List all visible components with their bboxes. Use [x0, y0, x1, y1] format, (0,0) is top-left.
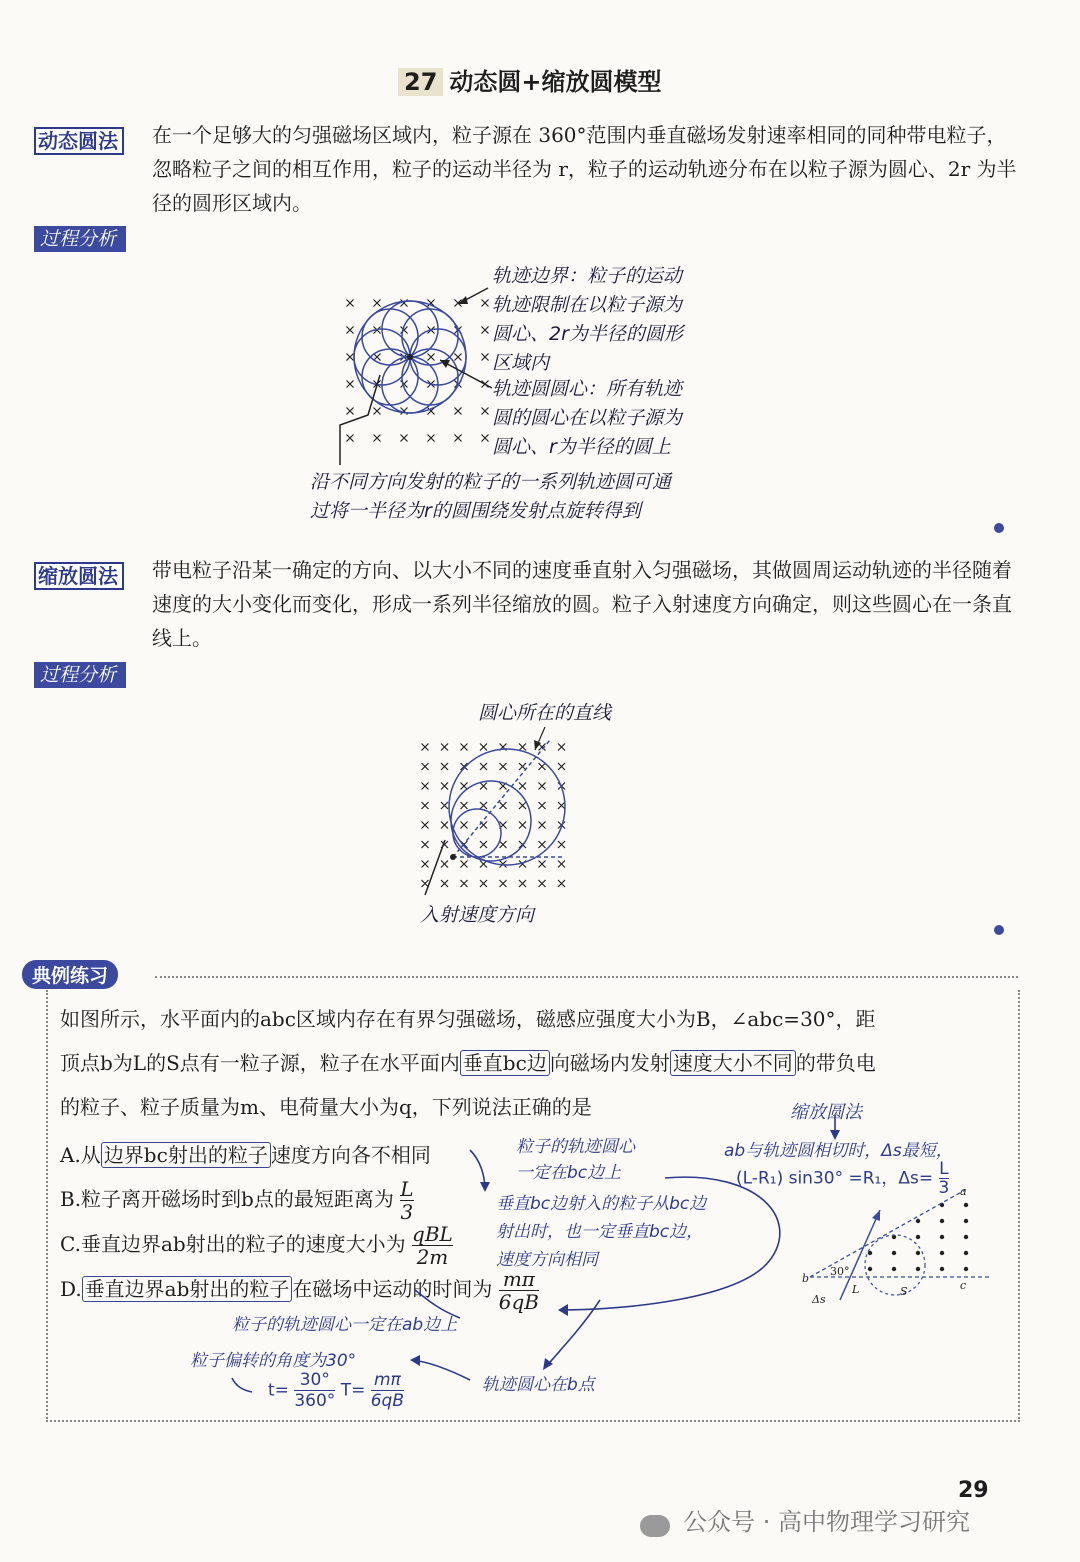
magnetic-field-x-mark	[480, 841, 487, 848]
magnetic-field-x-mark	[422, 802, 429, 809]
magnetic-field-x-mark	[461, 861, 468, 868]
magnetic-field-x-mark	[374, 408, 381, 415]
magnetic-field-x-mark	[500, 841, 507, 848]
magnetic-field-x-mark	[519, 880, 526, 887]
magnetic-field-x-mark	[455, 435, 462, 442]
magnetic-field-x-mark	[441, 802, 448, 809]
magnetic-field-dot	[940, 1219, 944, 1223]
option-b: B.粒子离开磁场时到b点的最短距离为 $\frac{L}{3}$	[60, 1177, 414, 1224]
magnetic-field-x-mark	[480, 744, 487, 751]
magnetic-field-x-mark	[519, 822, 526, 829]
magnetic-field-x-mark	[422, 783, 429, 790]
magnetic-field-x-mark	[519, 783, 526, 790]
magnetic-field-x-mark	[461, 802, 468, 809]
watermark: 公众号 · 高中物理学习研究	[640, 1502, 970, 1537]
magnetic-field-x-mark	[347, 354, 354, 361]
page-number: 29	[958, 1478, 989, 1503]
magnetic-field-dot	[892, 1251, 896, 1255]
example-tag: 典例练习	[22, 960, 118, 989]
dynamic-circle-tag: 动态圆法	[34, 125, 124, 154]
magnetic-field-dot	[940, 1251, 944, 1255]
magnetic-field-x-mark	[480, 802, 487, 809]
fig-label-angle: 30°	[830, 1265, 850, 1278]
label-center-line: 圆心所在的直线	[478, 702, 612, 724]
fig-label-c: c	[960, 1279, 967, 1292]
magnetic-field-x-mark	[480, 763, 487, 770]
example-stem-1: 如图所示，水平面内的abc区域内存在有界匀强磁场，磁感应强度大小为B，∠abc=30°，距	[60, 1007, 876, 1031]
magnetic-field-x-mark	[558, 841, 565, 848]
label-incident-direction: 入射速度方向	[420, 904, 535, 926]
page-title	[398, 62, 662, 97]
note-rotate: 沿不同方向发射的粒子的一系列轨迹圆可通 过将一半径为r的圆围绕发射点旋转得到	[310, 471, 672, 522]
magnetic-field-dot	[964, 1235, 968, 1239]
process-analysis-tag-2: 过程分析	[34, 660, 126, 687]
magnetic-field-x-mark	[461, 744, 468, 751]
ann-perpendicular: 垂直bc边射入的粒子从bc边 射出时，也一定垂直bc边， 速度方向相同	[496, 1194, 707, 1270]
magnetic-field-dot	[964, 1267, 968, 1271]
example-stem-3: 的粒子、粒子质量为m、电荷量大小为q，下列说法正确的是	[60, 1095, 592, 1119]
magnetic-field-x-mark	[482, 435, 489, 442]
magnetic-field-x-mark	[428, 354, 435, 361]
title-number: 27	[398, 68, 443, 96]
triangle-figure	[800, 1185, 1000, 1310]
magnetic-field-x-mark	[441, 822, 448, 829]
magnetic-field-x-mark	[461, 880, 468, 887]
magnetic-field-x-mark	[558, 763, 565, 770]
note-centers: 轨迹圆圆心：所有轨迹 圆的圆心在以粒子源为 圆心、r为半径的圆上	[492, 378, 683, 458]
magnetic-field-dot	[964, 1219, 968, 1223]
title-text: 动态圆+缩放圆模型	[449, 68, 662, 96]
magnetic-field-x-mark	[482, 408, 489, 415]
magnetic-field-x-mark	[539, 861, 546, 868]
magnetic-field-x-mark	[539, 763, 546, 770]
magnetic-field-x-mark	[500, 763, 507, 770]
magnetic-field-x-mark	[374, 300, 381, 307]
magnetic-field-x-mark	[539, 841, 546, 848]
magnetic-field-x-mark	[441, 744, 448, 751]
ann-time-calc: t= $\frac{30^\circ}{360^\circ}$ T= $\frac{m\pi}{6qB}$	[268, 1370, 405, 1411]
example-stem-2: 顶点b为L的S点有一粒子源，粒子在水平面内 垂直bc边 向磁场内发射 速度大小不同 的带负电	[60, 1051, 876, 1075]
magnetic-field-x-mark	[347, 381, 354, 388]
example-top-rule	[155, 976, 1018, 978]
magnetic-field-x-mark	[500, 880, 507, 887]
magnetic-field-dot	[964, 1251, 968, 1255]
magnetic-field-dot	[916, 1267, 920, 1271]
magnetic-field-dot	[940, 1235, 944, 1239]
magnetic-field-x-mark	[347, 435, 354, 442]
magnetic-field-x-mark	[480, 783, 487, 790]
note-boundary: 轨迹边界：粒子的运动 轨迹限制在以粒子源为 圆心、2r为半径的圆形 区域内	[492, 265, 683, 374]
magnetic-field-dot	[964, 1203, 968, 1207]
scale-circle-figure	[415, 725, 575, 900]
magnetic-field-x-mark	[539, 880, 546, 887]
process-analysis-tag-1: 过程分析	[34, 224, 126, 251]
magnetic-field-dot	[916, 1235, 920, 1239]
magnetic-field-x-mark	[461, 783, 468, 790]
magnetic-field-x-mark	[347, 327, 354, 334]
magnetic-field-dot	[916, 1219, 920, 1223]
magnetic-field-x-mark	[558, 861, 565, 868]
fig-label-b: b	[802, 1272, 810, 1285]
magnetic-field-x-mark	[539, 802, 546, 809]
page-dot-1	[994, 523, 1004, 533]
ann-deflection: 粒子偏转的角度为30°	[190, 1351, 357, 1371]
magnetic-field-x-mark	[374, 435, 381, 442]
fig-label-s: S	[900, 1285, 908, 1298]
ann-center-at-b: 轨迹圆心在b点	[482, 1375, 595, 1395]
magnetic-field-x-mark	[422, 880, 429, 887]
magnetic-field-dot	[868, 1267, 872, 1271]
magnetic-field-x-mark	[401, 435, 408, 442]
magnetic-field-x-mark	[455, 408, 462, 415]
magnetic-field-x-mark	[441, 783, 448, 790]
magnetic-field-x-mark	[461, 822, 468, 829]
dynamic-circle-text: 在一个足够大的匀强磁场区域内，粒子源在 360°范围内垂直磁场发射速率相同的同种带电粒子，忽略粒子之间的相互作用，粒子的运动半径为 r，粒子的运动轨迹分布在以粒子源为圆心、2r 为半径的圆形区域内。	[152, 123, 1017, 215]
scale-circle-tag: 缩放圆法	[34, 560, 124, 589]
magnetic-field-x-mark	[441, 880, 448, 887]
ann-formula: (L-R₁) sin30° =R₁，Δs= $\frac{L}{3}$	[736, 1159, 950, 1198]
magnetic-field-x-mark	[539, 822, 546, 829]
magnetic-field-x-mark	[422, 841, 429, 848]
wechat-icon	[640, 1515, 670, 1537]
magnetic-field-x-mark	[500, 802, 507, 809]
magnetic-field-x-mark	[441, 861, 448, 868]
magnetic-field-x-mark	[558, 802, 565, 809]
ann-scale-method: 缩放圆法	[790, 1102, 862, 1123]
ann-tangent: ab与轨迹圆相切时，Δs最短，	[724, 1141, 953, 1161]
magnetic-field-dot	[892, 1267, 896, 1271]
magnetic-field-x-mark	[558, 744, 565, 751]
scale-circle-text: 带电粒子沿某一确定的方向、以大小不同的速度垂直射入匀强磁场，其做圆周运动轨迹的半径随着速度的大小变化而变化，形成一系列半径缩放的圆。粒子入射速度方向确定，则这些圆心在一条直线上。	[152, 558, 1012, 650]
option-d: D. 垂直边界ab射出的粒子 在磁场中运动的时间为 $\frac{m\pi}{6qB}$	[60, 1267, 540, 1314]
magnetic-field-x-mark	[480, 880, 487, 887]
option-c: C.垂直边界ab射出的粒子的速度大小为 qBL 2m	[60, 1222, 453, 1269]
magnetic-field-x-mark	[422, 861, 429, 868]
magnetic-field-x-mark	[519, 802, 526, 809]
magnetic-field-x-mark	[422, 763, 429, 770]
magnetic-field-x-mark	[441, 763, 448, 770]
magnetic-field-x-mark	[422, 822, 429, 829]
ann-center-on-ab: 粒子的轨迹圆心一定在ab边上	[232, 1315, 458, 1335]
magnetic-field-x-mark	[539, 783, 546, 790]
page-dot-2	[994, 925, 1004, 935]
ann-center-on-bc: 粒子的轨迹圆心 一定在bc边上	[516, 1137, 635, 1183]
magnetic-field-x-mark	[519, 763, 526, 770]
option-a: A.从 边界bc射出的粒子 速度方向各不相同	[60, 1143, 431, 1167]
note-arrows-1	[440, 280, 500, 400]
magnetic-field-dot	[916, 1251, 920, 1255]
magnetic-field-dot	[940, 1267, 944, 1271]
fig-label-ds: Δs	[812, 1293, 826, 1306]
fig-label-a: a	[960, 1185, 967, 1198]
magnetic-field-x-mark	[519, 744, 526, 751]
magnetic-field-x-mark	[428, 435, 435, 442]
magnetic-field-x-mark	[558, 880, 565, 887]
magnetic-field-x-mark	[347, 408, 354, 415]
magnetic-field-x-mark	[422, 744, 429, 751]
fig-label-l: L	[852, 1283, 860, 1296]
magnetic-field-x-mark	[347, 300, 354, 307]
